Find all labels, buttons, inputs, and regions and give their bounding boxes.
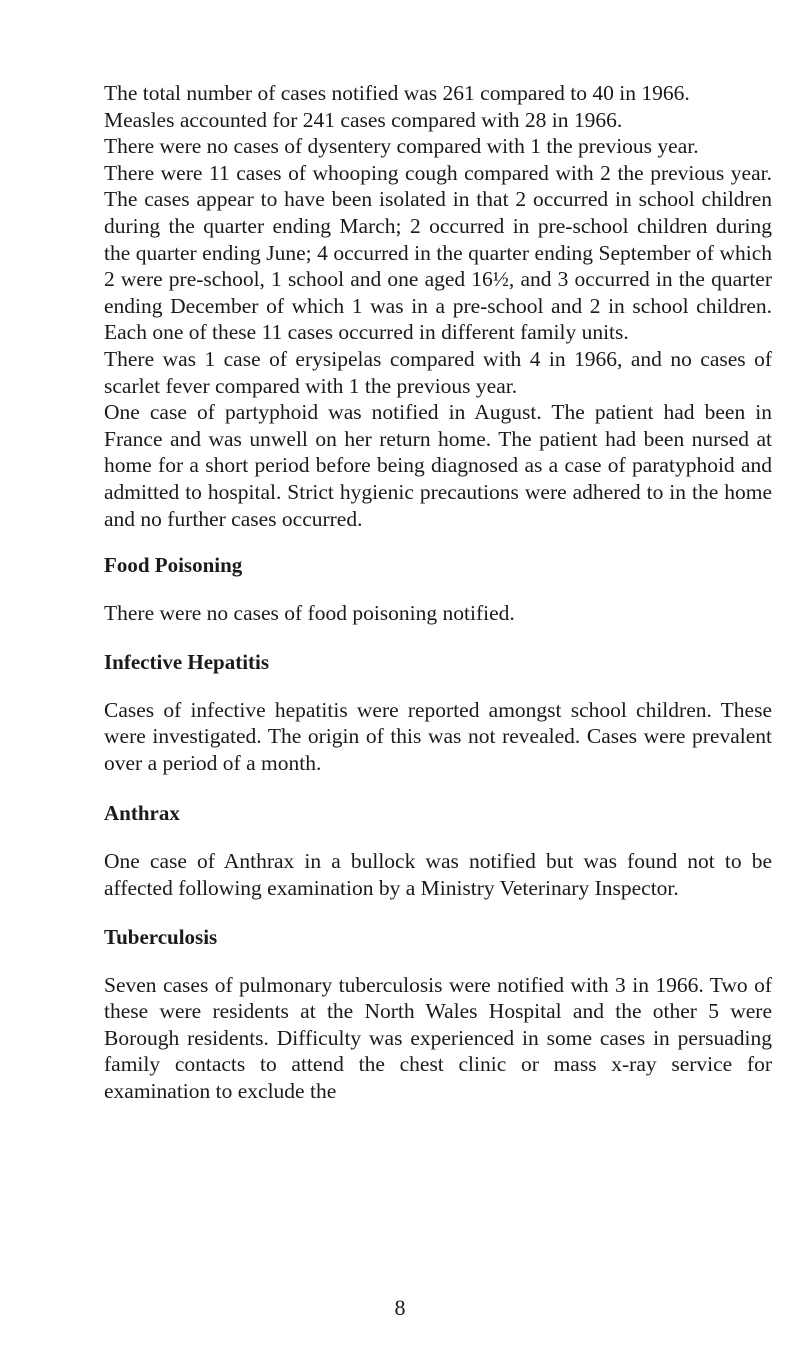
- paragraph-erysipelas: There was 1 case of erysipelas compared with 4 in 1966, and no cases of scarlet fever compared with 1 the previous year.: [104, 346, 772, 398]
- section-heading-food-poisoning: Food Poisoning: [104, 553, 243, 578]
- paragraph-measles: Measles accounted for 241 cases compared with 28 in 1966.: [104, 107, 623, 132]
- section-heading-tuberculosis: Tuberculosis: [104, 924, 218, 949]
- intro-block: [104, 80, 772, 532]
- paragraph-paratyphoid: One case of partyphoid was notified in August. The patient had been in France and was unwell on her return home. The patient had been nursed at home for a short period before being diagnosed as a case of paratyphoid and admitted to hospital. Strict hygienic precautions were adhered to in the home and no further cases occurred.: [104, 400, 772, 531]
- paragraph-anthrax: One case of Anthrax in a bullock was notified but was found not to be affected following examination by a Ministry Veterinary Inspector.: [104, 849, 772, 901]
- paragraph-infective-hepatitis: Cases of infective hepatitis were reported amongst school children. These were investigated. The origin of this was not revealed. Cases were prevalent over a period of a month.: [104, 697, 772, 775]
- section-heading-anthrax: Anthrax: [104, 801, 180, 826]
- paragraph-whooping-cough: There were 11 cases of whooping cough compared with 2 the previous year. The cases appear to have been isolated in that 2 occurred in school children during the quarter ending March; 2 occurred in pre-school children during the quarter ending June; 4 occurred in the quarter ending September of which 2 were pre-school, 1 school and one aged 16½, and 3 occurred in the quarter ending December of which 1 was in a pre-school and 2 in school children. Each one of these 11 cases occurred in different family units.: [104, 160, 772, 345]
- paragraph-total-cases: The total number of cases notified was 261 compared to 40 in 1966.: [104, 81, 690, 105]
- paragraph-dysentery: There were no cases of dysentery compared with 1 the previous year.: [104, 134, 699, 159]
- section-heading-infective-hepatitis: Infective Hepatitis: [104, 649, 270, 674]
- paragraph-tuberculosis: Seven cases of pulmonary tuberculosis were notified with 3 in 1966. Two of these were residents at the North Wales Hospital and the other 5 were Borough residents. Difficulty was experienced in some cases in persuading family contacts to attend the chest clinic or mass x-ray service for examination to exclude the: [104, 972, 772, 1104]
- paragraph-food-poisoning: There were no cases of food poisoning notified.: [104, 601, 515, 626]
- page-number: 8: [394, 1295, 406, 1320]
- document-page: [104, 80, 772, 1105]
